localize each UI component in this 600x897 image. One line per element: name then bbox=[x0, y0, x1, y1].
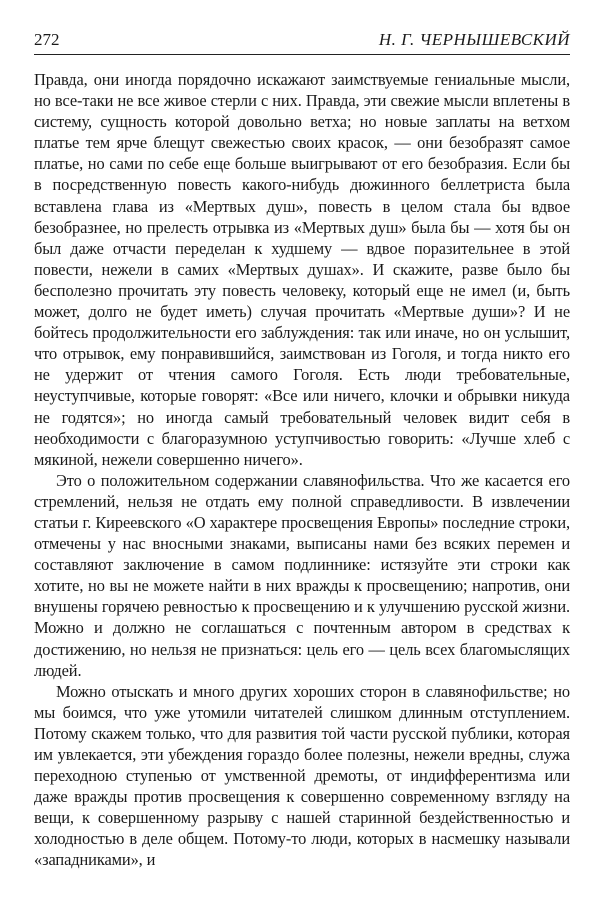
paragraph-2: Это о положительном содержании славянофильства. Что же касается его стремлений, нельзя не отдать ему полной справедливости. В извлечении статьи г. Киреевского «О характере просвещения Европы» последние строки, отмечены у нас вносными знаками, выписаны нами без всяких перемен и составляют заключение в самом подлиннике: истязуйте эти строки как хотите, но вы не можете найти в них вражды к просвещению; напротив, они внушены горячею ревностью к просвещению и к улучшению русской жизни. Можно и должно не соглашаться с почтенным автором в средствах к достижению, но нельзя не признаться: цель его — цель всех благомыслящих людей. bbox=[34, 470, 570, 680]
page-number: 272 bbox=[34, 30, 60, 49]
paragraph-3: Можно отыскать и много других хороших сторон в славянофильстве; но мы боимся, что уже утомили читателей слишком длинным отступлением. Потому скажем только, что для развития той части русской публики, которая им увлекается, эти убеждения гораздо более полезны, нежели вредны, служа переходною ступенью от умственной дремоты, от индифферентизма или даже вражды против просвещения к совершенно современному взгляду на вещи, к совершенному разрыву с нашей старинной бездейственностью и холодностью в деле общем. Потому-то люди, которых в насмешку называли «западниками», и bbox=[34, 681, 570, 870]
paragraph-1: Правда, они иногда порядочно искажают заимствуемые гениальные мысли, но все-таки не все живое стерли с них. Правда, эти свежие мысли вплетены в систему, сущность которой довольно ветха; но новые заплаты на ветхом платье тем ярче блещут свежестью своих красок, — они безобразят самое платье, но сами по себе еще больше выигрывают от его безобразия. Если бы в посредственную повесть какого-нибудь дюжинного беллетриста была вставлена глава из «Мертвых душ», повесть в целом стала бы вдвое безобразнее, но прелесть отрывка из «Мертвых душ» была бы — хотя бы он был даже отчасти переделан к худшему — вдвое поразительнее в этой повести, нежели в самих «Мертвых душах». И скажите, разве было бы бесполезно прочитать эту повесть человеку, который еще не имел (и, быть может, долго не будет иметь) случая прочитать «Мертвые души»? И не бойтесь продолжительности его заблуждения: так или иначе, но он услышит, что отрывок, ему понравившийся, заимствован из Гоголя, и тогда никто его не удержит от чтения самого Гоголя. Есть люди требовательные, неуступчивые, которые говорят: «Все или ничего, клочки и обрывки никуда не годятся»; но иногда самый требовательный человек видит себя в необходимости с благоразумною уступчивостью говорить: «Лучше хлеб с мякиной, нежели совершенно ничего». bbox=[34, 70, 570, 469]
running-title: Н. Г. ЧЕРНЫШЕВСКИЙ bbox=[378, 30, 570, 49]
running-header bbox=[34, 30, 570, 55]
